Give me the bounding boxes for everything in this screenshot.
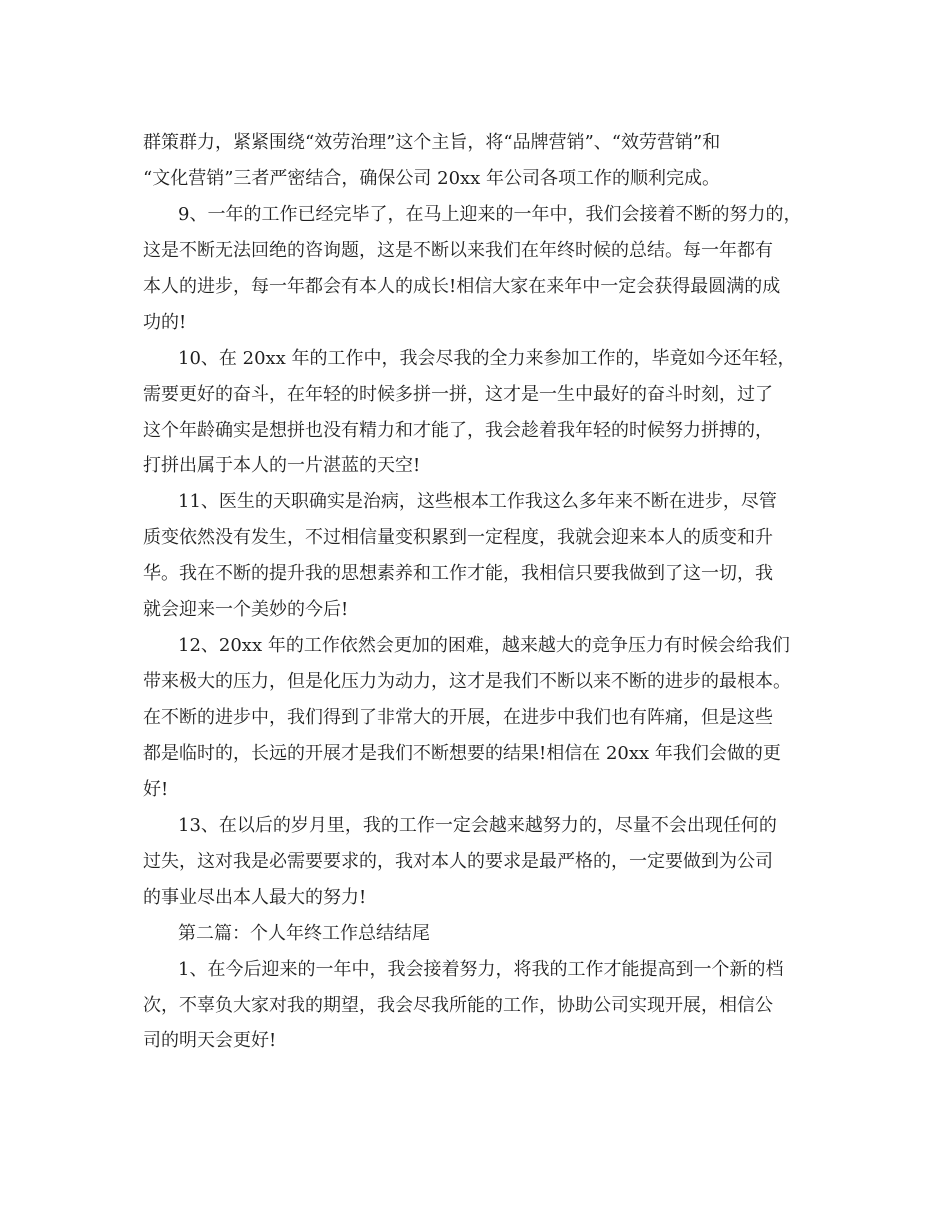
paragraph-line: 质变依然没有发生，不过相信量变积累到一定程度，我就会迎来本人的质变和升 bbox=[143, 527, 773, 549]
paragraph-line: 次，不辜负大家对我的期望，我会尽我所能的工作，协助公司实现开展，相信公 bbox=[143, 994, 773, 1016]
paragraph-line: 13、在以后的岁月里，我的工作一定会越来越努力的，尽量不会出现任何的 bbox=[178, 814, 777, 836]
paragraph-line: 这是不断无法回绝的咨询题，这是不断以来我们在年终时候的总结。每一年都有 bbox=[143, 239, 773, 261]
paragraph-line: 都是临时的，长远的开展才是我们不断想要的结果!相信在 20xx 年我们会做的更 bbox=[143, 742, 781, 764]
paragraph-line: 9、一年的工作已经完毕了，在马上迎来的一年中，我们会接着不断的努力的， bbox=[178, 203, 802, 225]
paragraph-line: 华。我在不断的提升我的思想素养和工作才能，我相信只要我做到了这一切，我 bbox=[143, 563, 773, 585]
paragraph-line: 1、在今后迎来的一年中，我会接着努力，将我的工作才能提高到一个新的档 bbox=[178, 958, 784, 980]
paragraph-line: “文化营销”三者严密结合，确保公司 20xx 年公司各项工作的顺利完成。 bbox=[143, 167, 721, 189]
paragraph-line: 需要更好的奋斗，在年轻的时候多拼一拼，这才是一生中最好的奋斗时刻，过了 bbox=[143, 383, 773, 405]
paragraph-line: 的事业尽出本人最大的努力! bbox=[143, 886, 367, 908]
paragraph-line: 群策群力，紧紧围绕“效劳治理”这个主旨，将“品牌营销”、“效劳营销”和 bbox=[143, 132, 721, 153]
paragraph-line: 带来极大的压力，但是化压力为动力，这才是我们不断以来不断的进步的最根本。 bbox=[143, 671, 791, 693]
paragraph-line: 11、医生的天职确实是治病，这些根本工作我这么多年来不断在进步，尽管 bbox=[178, 491, 777, 513]
paragraph-line: 好! bbox=[143, 778, 169, 800]
paragraph-line: 在不断的进步中，我们得到了非常大的开展，在进步中我们也有阵痛，但是这些 bbox=[143, 707, 773, 728]
paragraph-line: 过失，这对我是必需要要求的，我对本人的要求是最严格的，一定要做到为公司 bbox=[143, 850, 773, 872]
paragraph-line: 司的明天会更好! bbox=[143, 1030, 277, 1052]
paragraph-line: 12、20xx 年的工作依然会更加的困难，越来越大的竞争压力有时候会给我们 bbox=[178, 635, 790, 657]
paragraph-line: 本人的进步，每一年都会有本人的成长!相信大家在来年中一定会获得最圆满的成 bbox=[143, 275, 781, 297]
paragraph-line: 功的! bbox=[143, 311, 187, 333]
section-heading: 第二篇：个人年终工作总结结尾 bbox=[178, 922, 430, 944]
paragraph-line: 这个年龄确实是想拼也没有精力和才能了，我会趁着我年轻的时候努力拼搏的， bbox=[143, 419, 773, 441]
paragraph-line: 打拼出属于本人的一片湛蓝的天空! bbox=[143, 455, 421, 477]
paragraph-line: 就会迎来一个美妙的今后! bbox=[143, 599, 349, 621]
paragraph-line: 10、在 20xx 年的工作中，我会尽我的全力来参加工作的，毕竟如今还年轻， bbox=[178, 347, 796, 369]
document-body bbox=[143, 125, 823, 1059]
